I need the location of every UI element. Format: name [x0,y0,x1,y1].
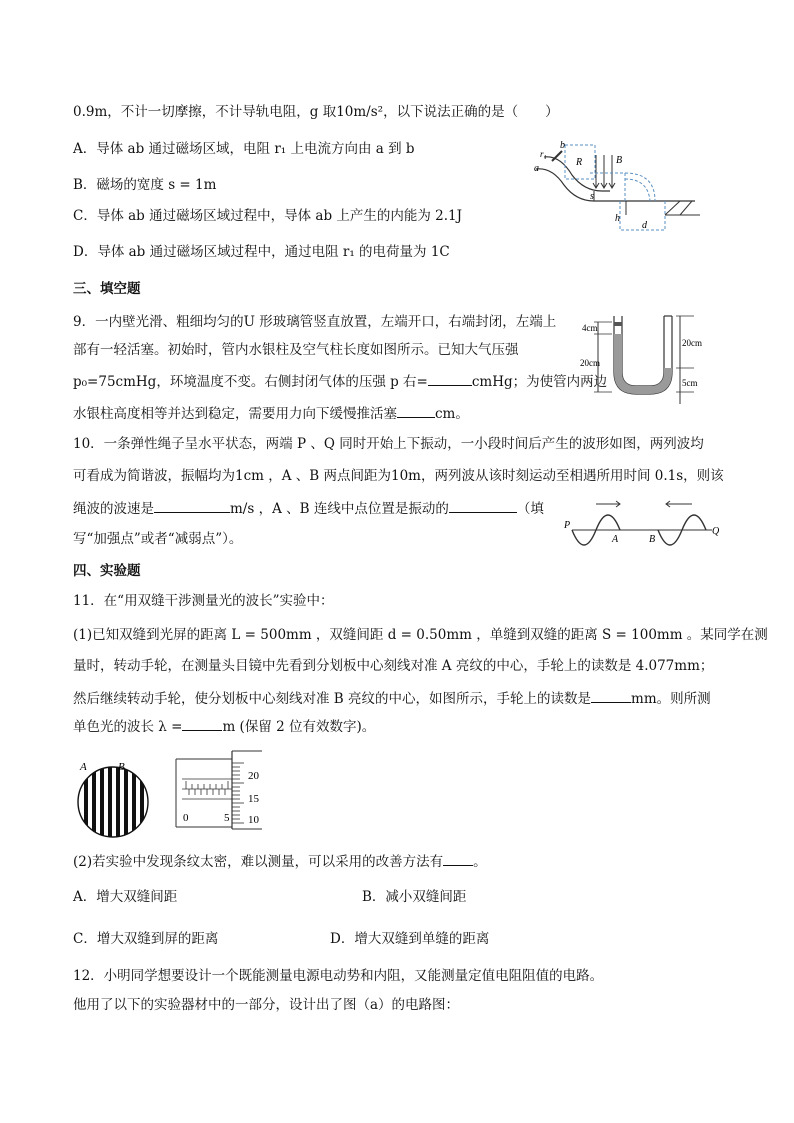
q9-u-tube-figure [580,310,704,410]
q8-fig-label-B: B [616,155,623,166]
q9-line-3-end: cmHg；为使管内两边 [471,374,608,390]
q9-line-4-text: 水银柱高度相等并达到稳定，需要用力向下缓慢推活塞 [73,406,397,422]
q9-line-4 [73,404,469,423]
q10-fig-label-B: B [649,534,656,545]
q10-fig-label-A: A [612,534,619,545]
q12-line-2: 他用了以下的实验器材中的一部分，设计出了图（a）的电路图： [73,997,460,1013]
q8-option-d: D．导体 ab 通过磁场区域过程中，通过电阻 r₁ 的电荷量为 1C [73,244,450,260]
q10-line-3-text: 绳波的波速是 [73,501,154,517]
q11-blank-method[interactable] [443,852,473,866]
q11-line-2: (1)已知双缝到光屏的距离 L = 500mm ，双缝间距 d = 0.50mm ，单缝到双缝的距离 S = 100mm 。某同学在测 [73,627,768,643]
q11-line-3: 量时，转动手轮，在测量头目镜中先看到分划板中心刻线对准 A 亮纹的中心，手轮上的读数是 4.077mm； [73,658,714,674]
q11-line-5-end: m (保留 2 位有效数字)。 [222,719,376,735]
q11-option-b: B．减小双缝间距 [362,889,467,905]
q9-blank-distance[interactable] [397,404,435,418]
q9-line-4-end: cm。 [435,406,469,422]
q9-line-3-text: p₀=75cmHg，环境温度不变。右侧封闭气体的压强 p 右= [73,374,428,390]
q10-fig-label-P: P [564,520,571,531]
section-3-title: 三、填空题 [73,281,141,297]
q10-line-4: 写“加强点”或者“减弱点”）。 [73,531,243,547]
q11-fig-label-0: 0 [183,812,189,824]
q8-option-c: C．导体 ab 通过磁场区域过程中，导体 ab 上产生的内能为 2.1J [73,208,463,224]
q12-line-1: 12．小明同学想要设计一个既能测量电源电动势和内阻，又能测量定值电阻阻值的电路。 [73,968,604,984]
q9-line-3 [73,372,607,391]
q11-fig-label-20: 20 [248,770,259,782]
q8-option-b: B．磁场的宽度 s = 1m [73,177,217,193]
q8-fig-label-s: s [590,191,594,202]
q11-line-4-end: mm。则所测 [631,691,711,707]
q11-fig-label-5: 5 [224,812,230,824]
q11-fringe-figure [72,760,154,840]
q11-option-a: A．增大双缝间距 [73,889,178,905]
q8-fig-label-b: b [560,140,565,151]
q8-fig-label-r1: r₁ [540,149,547,159]
q9-fig-label-5cm: 5cm [682,378,698,388]
q10-line-2: 可看成为简谐波，振幅均为1cm ，A 、B 两点间距为10m，两列波从该时刻运动至相遇所用时间 0.1s，则该 [73,468,724,484]
q9-fig-label-20cm-left: 20cm [580,358,600,368]
q11-fig-label-A: A [80,761,87,773]
q11-line-5-text: 单色光的波长 λ = [73,719,183,735]
q8-option-a: A．导体 ab 通过磁场区域，电阻 r₁ 上电流方向由 a 到 b [73,141,415,157]
q10-line-3-end: （填 [516,501,544,517]
q8-fig-label-d: d [642,220,647,231]
q9-line-1: 9．一内壁光滑、粗细均匀的U 形玻璃管竖直放置，左端开口，右端封闭，左端上 [73,314,557,330]
q8-rail-figure [530,135,705,235]
q11-line-4 [73,689,711,708]
q11-line-5 [73,717,375,736]
q11-fig-label-10: 10 [248,814,259,826]
section-4-title: 四、实验题 [73,563,141,579]
q11-line-4-text: 然后继续转动手轮，使分划板中心刻线对准 B 亮纹的中心，如图所示，手轮上的读数是 [73,691,592,707]
q8-fig-label-a: a [534,163,539,174]
q11-option-c: C．增大双缝到屏的距离 [73,931,219,947]
q11-part-2-end: 。 [473,854,487,870]
q9-fig-label-4cm: 4cm [582,323,598,333]
q11-option-d: D．增大双缝到单缝的距离 [330,931,490,947]
q11-blank-reading[interactable] [591,689,631,703]
q10-fig-label-Q: Q [712,526,720,537]
q9-blank-pressure[interactable] [428,372,472,386]
q9-fig-label-20cm-right: 20cm [682,338,702,348]
q11-micrometer-figure [172,745,272,830]
q10-wave-figure [562,500,722,560]
q10-line-3-mid: m/s ，A 、B 连线中点位置是振动的 [230,501,449,517]
q10-blank-point[interactable] [449,499,517,513]
q11-part-2-text: (2)若实验中发现条纹太密，难以测量，可以采用的改善方法有 [73,854,444,870]
q8-stem: 0.9m，不计一切摩擦，不计导轨电阻，g 取10m/s²，以下说法正确的是（ ） [73,104,559,120]
q10-line-1: 10．一条弹性绳子呈水平状态，两端 P 、Q 同时开始上下振动，一小段时间后产生的波形如图，两列波均 [73,436,704,452]
q8-fig-label-R: R [576,157,583,168]
q11-fig-label-15: 15 [248,793,259,805]
q11-fig-label-B: B [118,761,125,773]
q11-part-2 [73,852,487,871]
q10-line-3 [73,499,544,518]
q8-fig-label-h: h [615,213,620,224]
q10-blank-speed[interactable] [154,499,230,513]
q11-line-1: 11．在“用双缝干涉测量光的波长”实验中： [73,593,334,609]
q9-line-2: 部有一轻活塞。初始时，管内水银柱及空气柱长度如图所示。已知大气压强 [73,342,519,358]
q11-blank-wavelength[interactable] [182,717,222,731]
